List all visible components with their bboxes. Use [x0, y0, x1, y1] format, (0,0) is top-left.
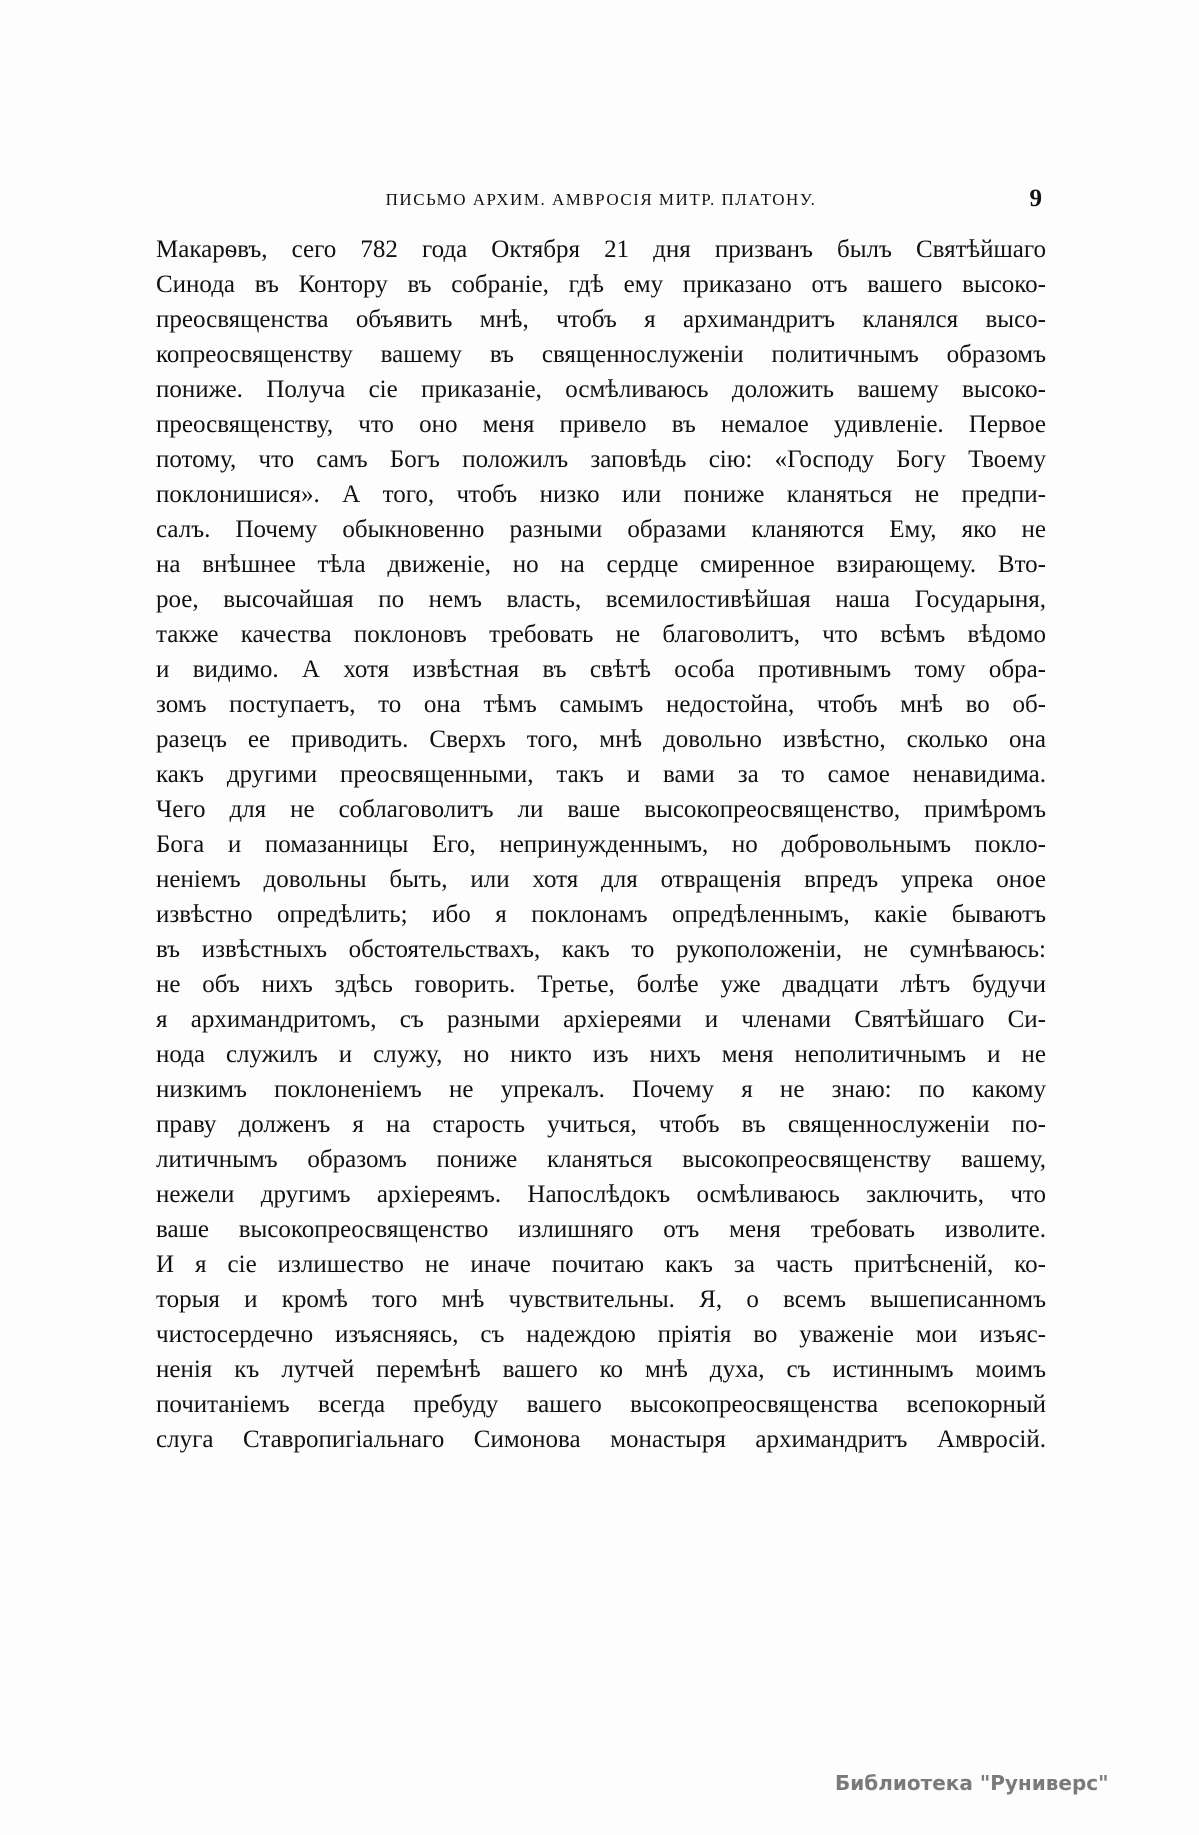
text-line: Макарѳвъ, сего 782 года Октября 21 дня призванъ былъ Святѣйшаго — [156, 236, 1046, 263]
text-line: ненія къ лутчей перемѣнѣ вашего ко мнѣ духа, съ истиннымъ моимъ — [156, 1356, 1046, 1383]
text-line: слуга Ставропигіальнаго Симонова монастыря архимандритъ Амвросій. — [156, 1426, 1046, 1453]
text-line: ваше высокопреосвященство излишняго отъ меня требовать изволите. — [156, 1216, 1046, 1243]
text-line: нежели другимъ архіереямъ. Напослѣдокъ осмѣливаюсь заключить, что — [156, 1181, 1046, 1208]
text-line: нода служилъ и служу, но никто изъ нихъ меня неполитичнымъ и не — [156, 1041, 1046, 1068]
text-line: Чего для не соблаговолитъ ли ваше высокопреосвященство, примѣромъ — [156, 796, 1046, 823]
text-line: потому, что самъ Богъ положилъ заповѣдь сію: «Господу Богу Твоему — [156, 446, 1046, 473]
text-line: зомъ поступаетъ, то она тѣмъ самымъ недостойна, чтобъ мнѣ во об- — [156, 691, 1046, 718]
text-line: литичнымъ образомъ пониже кланяться высокопреосвященству вашему, — [156, 1146, 1046, 1173]
text-line: извѣстно опредѣлить; ибо я поклонамъ опредѣленнымъ, какіе бываютъ — [156, 901, 1046, 928]
page-number: 9 — [1029, 185, 1042, 212]
text-line: рое, высочайшая по немъ власть, всемилостивѣйшая наша Государыня, — [156, 586, 1046, 613]
running-title: ПИСЬМО АРХИМ. АМВРОСІЯ МИТР. ПЛАТОНУ. — [385, 190, 817, 209]
text-line: И я сіе излишество не иначе почитаю какъ за часть притѣсненій, ко- — [156, 1251, 1046, 1278]
text-line: я архимандритомъ, съ разными архіереями и членами Святѣйшаго Си- — [156, 1006, 1046, 1033]
text-line: въ извѣстныхъ обстоятельствахъ, какъ то рукоположеніи, не сумнѣваюсь: — [156, 936, 1046, 963]
text-line: низкимъ поклоненіемъ не упрекалъ. Почему я не знаю: по какому — [156, 1076, 1046, 1103]
text-line: чистосердечно изъясняясь, съ надеждою пріятія во уваженіе мои изъяс- — [156, 1321, 1046, 1348]
text-line: салъ. Почему обыкновенно разными образами кланяются Ему, яко не — [156, 516, 1046, 543]
page-header — [156, 186, 1046, 214]
text-line: Бога и помазанницы Его, непринужденнымъ, но добровольнымъ покло- — [156, 831, 1046, 858]
text-line: и видимо. А хотя извѣстная въ свѣтѣ особа противнымъ тому обра- — [156, 656, 1046, 683]
watermark: Библиотека "Руниверс" — [835, 1771, 1109, 1795]
text-line: поклонишися». А того, чтобъ низко или пониже кланяться не предпи- — [156, 481, 1046, 508]
text-line: неніемъ довольны быть, или хотя для отвращенія впредъ упрека оное — [156, 866, 1046, 893]
text-line: торыя и кромѣ того мнѣ чувствительны. Я, о всемъ вышеписанномъ — [156, 1286, 1046, 1313]
text-line: праву долженъ я на старость учиться, чтобъ въ священнослуженіи по- — [156, 1111, 1046, 1138]
text-line: преосвященства объявить мнѣ, чтобъ я архимандритъ кланялся высо- — [156, 306, 1046, 333]
text-line: Синода въ Контору въ собраніе, гдѣ ему приказано отъ вашего высоко- — [156, 271, 1046, 298]
text-line: почитаніемъ всегда пребуду вашего высокопреосвященства всепокорный — [156, 1391, 1046, 1418]
text-line: какъ другими преосвященными, такъ и вами за то самое ненавидима. — [156, 761, 1046, 788]
text-line: не объ нихъ здѣсь говорить. Третье, болѣе уже двадцати лѣтъ будучи — [156, 971, 1046, 998]
text-line: копреосвященству вашему въ священнослуженіи политичнымъ образомъ — [156, 341, 1046, 368]
body-text — [156, 232, 1046, 1457]
text-line: разецъ ее приводить. Сверхъ того, мнѣ довольно извѣстно, сколько она — [156, 726, 1046, 753]
text-line: преосвященству, что оно меня привело въ немалое удивленіе. Первое — [156, 411, 1046, 438]
text-line: на внѣшнее тѣла движеніе, но на сердце смиренное взирающему. Вто- — [156, 551, 1046, 578]
text-line: также качества поклоновъ требовать не благоволитъ, что всѣмъ вѣдомо — [156, 621, 1046, 648]
text-line: пониже. Получа сіе приказаніе, осмѣливаюсь доложить вашему высоко- — [156, 376, 1046, 403]
